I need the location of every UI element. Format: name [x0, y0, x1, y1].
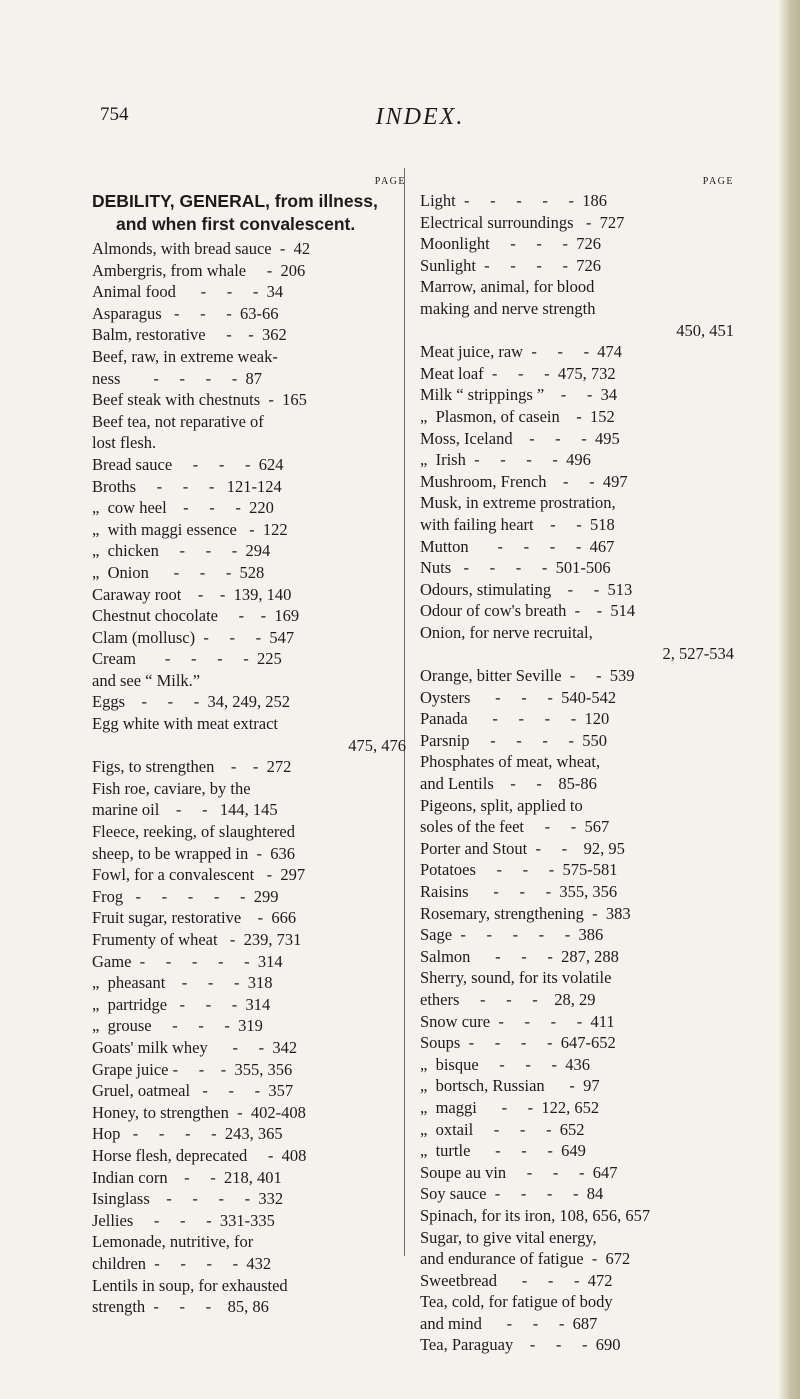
index-entry: „ Irish - - - - 496	[420, 450, 591, 470]
index-entry: Soy sauce - - - - 84	[420, 1184, 604, 1204]
index-entry: Raisins - - - 355, 356	[420, 882, 618, 901]
index-entry: Light - - - - - 186	[420, 191, 607, 210]
index-entry: Cream - - - - 225	[92, 649, 282, 669]
index-entry: Meat juice, raw - - - 474	[420, 342, 623, 362]
index-entry: Fowl, for a convalescent - 297	[92, 865, 306, 885]
index-entry: Orange, bitter Seville - - 539	[420, 666, 635, 686]
index-entry: Fleece, reeking, of slaughtered	[92, 822, 295, 842]
index-entry: „ grouse - - - 319	[92, 1016, 263, 1036]
index-entry: Animal food - - - 34	[92, 282, 284, 302]
left-entry-list	[92, 238, 410, 1318]
index-entry: 450, 451	[676, 320, 734, 340]
page-label: PAGE	[374, 176, 406, 187]
index-entry: „ with maggi essence - 122	[92, 519, 288, 539]
index-entry: Oysters - - - 540-542	[420, 687, 617, 707]
index-entry: „ pheasant - - - 318	[92, 973, 273, 993]
index-entry: Odours, stimulating - - 513	[420, 579, 633, 599]
page-number: 754	[100, 104, 129, 125]
index-entry: Moonlight - - - 726	[420, 234, 602, 254]
index-entry: Pigeons, split, applied to	[420, 795, 583, 815]
index-entry: Bread sauce - - - 624	[92, 454, 284, 474]
index-entry: Soups - - - - 647-652	[420, 1033, 616, 1053]
index-entry: Indian corn - - 218, 401	[92, 1167, 282, 1187]
index-entry: Asparagus - - - 63-66	[92, 303, 279, 323]
index-entry: Fish roe, caviare, by the	[92, 778, 251, 798]
index-entry: Onion, for nerve recruital,	[420, 622, 593, 642]
index-entry: Caraway root - - 139, 140	[92, 584, 292, 604]
index-entry: „ Onion - - - 528	[92, 562, 265, 582]
index-entry: „ maggi - - 122, 652	[420, 1097, 600, 1117]
page-header	[100, 104, 740, 144]
index-entry: Soupe au vin - - - 647	[420, 1162, 618, 1182]
index-entry: Meat loaf - - - 475, 732	[420, 363, 616, 383]
section-heading: DEBILITY, GENERAL, from illness, and when first convalescent.	[92, 191, 378, 234]
index-entry: „ partridge - - - 314	[92, 994, 271, 1014]
index-entry: „ turtle - - - 649	[420, 1141, 586, 1161]
index-entry: Salmon - - - 287, 288	[420, 946, 619, 966]
index-entry: Beef steak with chestnuts - 165	[92, 390, 307, 410]
index-entry: and endurance of fatigue - 672	[420, 1249, 631, 1269]
left-column	[92, 176, 410, 1318]
index-entry: Moss, Iceland - - - 495	[420, 428, 620, 448]
index-entry: Rosemary, strengthening - 383	[420, 903, 631, 923]
index-entry: Musk, in extreme prostration,	[420, 493, 616, 513]
index-entry: Sherry, sound, for its volatile	[420, 968, 612, 988]
index-entry: Hop - - - - 243, 365	[92, 1124, 283, 1144]
index-entry: Beef, raw, in extreme weak-	[92, 346, 278, 366]
right-entry-list	[420, 190, 738, 1356]
index-entry: Phosphates of meat, wheat,	[420, 752, 601, 772]
index-entry: Ambergris, from whale - 206	[92, 260, 306, 280]
index-entry: Broths - - - 121-124	[92, 476, 282, 496]
index-entry: Tea, Paraguay - - - 690	[420, 1335, 621, 1355]
index-entry: with failing heart - - 518	[420, 514, 615, 534]
index-entry: Fruit sugar, restorative - 666	[92, 908, 297, 928]
index-entry: „ cow heel - - - 220	[92, 498, 274, 518]
index-entry: Nuts - - - - 501-506	[420, 558, 611, 578]
index-entry: „ oxtail - - - 652	[420, 1119, 585, 1139]
index-entry: soles of the feet - - 567	[420, 817, 610, 837]
running-title: INDEX.	[375, 104, 465, 130]
index-entry: Beef tea, not reparative of	[92, 411, 264, 431]
index-entry: strength - - - 85, 86	[92, 1297, 269, 1317]
index-entry: „ bisque - - - 436	[420, 1054, 591, 1074]
index-entry: making and nerve strength	[420, 298, 596, 318]
index-entry: sheep, to be wrapped in - 636	[92, 843, 295, 863]
index-entry: Jellies - - - 331-335	[92, 1210, 275, 1230]
index-entry: Milk “ strippings ” - - 34	[420, 385, 618, 405]
index-entry: Figs, to strengthen - - 272	[92, 757, 292, 777]
index-entry: Almonds, with bread sauce - 42	[92, 239, 311, 258]
index-entry: and mind - - - 687	[420, 1313, 598, 1333]
index-entry: Goats' milk whey - - 342	[92, 1037, 298, 1057]
index-entry: children - - - - 432	[92, 1253, 272, 1273]
index-entry: ness - - - - 87	[92, 368, 263, 388]
index-entry: 475, 476	[348, 735, 406, 755]
index-entry: Isinglass - - - - 332	[92, 1189, 284, 1209]
page-edge-shadow	[778, 0, 800, 1399]
index-entry: Sugar, to give vital energy,	[420, 1227, 597, 1247]
index-entry: Sage - - - - - 386	[420, 925, 604, 945]
index-entry: „ Plasmon, of casein - 152	[420, 406, 615, 426]
index-entry: Potatoes - - - 575-581	[420, 860, 618, 880]
index-entry: ethers - - - 28, 29	[420, 989, 596, 1009]
index-entry: 2, 527-534	[662, 644, 734, 664]
index-entry: Snow cure - - - - 411	[420, 1011, 615, 1031]
index-entry: Lemonade, nutritive, for	[92, 1232, 254, 1252]
index-entry: Porter and Stout - - 92, 95	[420, 838, 625, 858]
index-entry: Frog - - - - - 299	[92, 886, 279, 906]
index-entry: Grape juice - - - 355, 356	[92, 1059, 293, 1079]
index-entry: Horse flesh, deprecated - 408	[92, 1145, 307, 1165]
index-entry: Tea, cold, for fatigue of body	[420, 1292, 613, 1312]
index-entry: lost flesh.	[92, 433, 157, 453]
index-entry: marine oil - - 144, 145	[92, 800, 278, 820]
index-entry: Panada - - - - 120	[420, 709, 610, 729]
index-entry: Egg white with meat extract	[92, 714, 279, 734]
index-entry: „ bortsch, Russian - 97	[420, 1076, 600, 1096]
index-entry: and Lentils - - 85-86	[420, 774, 597, 794]
index-entry: Sweetbread - - - 472	[420, 1270, 613, 1290]
right-column	[420, 176, 738, 1356]
index-entry: Clam (mollusc) - - - 547	[92, 627, 295, 647]
index-entry: Electrical surroundings - 727	[420, 212, 625, 232]
index-entry: Gruel, oatmeal - - - 357	[92, 1081, 294, 1101]
index-entry: Frumenty of wheat - 239, 731	[92, 930, 302, 949]
index-entry: Balm, restorative - - 362	[92, 325, 287, 345]
index-entry: Honey, to strengthen - 402-408	[92, 1102, 306, 1122]
index-entry: Marrow, animal, for blood	[420, 277, 595, 297]
index-entry: and see “ Milk.”	[92, 670, 201, 690]
index-entry: Eggs - - - 34, 249, 252	[92, 692, 290, 712]
index-entry: Game - - - - - 314	[92, 951, 283, 971]
index-entry: Sunlight - - - - 726	[420, 255, 602, 275]
index-entry: Lentils in soup, for exhausted	[92, 1275, 288, 1295]
page-label: PAGE	[702, 176, 734, 187]
index-entry: Mutton - - - - 467	[420, 536, 615, 556]
index-entry: Spinach, for its iron, 108, 656, 657	[420, 1205, 651, 1225]
index-entry: Parsnip - - - - 550	[420, 730, 607, 750]
index-entry: Odour of cow's breath - - 514	[420, 601, 636, 621]
index-entry: „ chicken - - - 294	[92, 541, 271, 561]
index-entry: Chestnut chocolate - - 169	[92, 606, 300, 626]
index-entry: Mushroom, French - - 497	[420, 471, 628, 491]
